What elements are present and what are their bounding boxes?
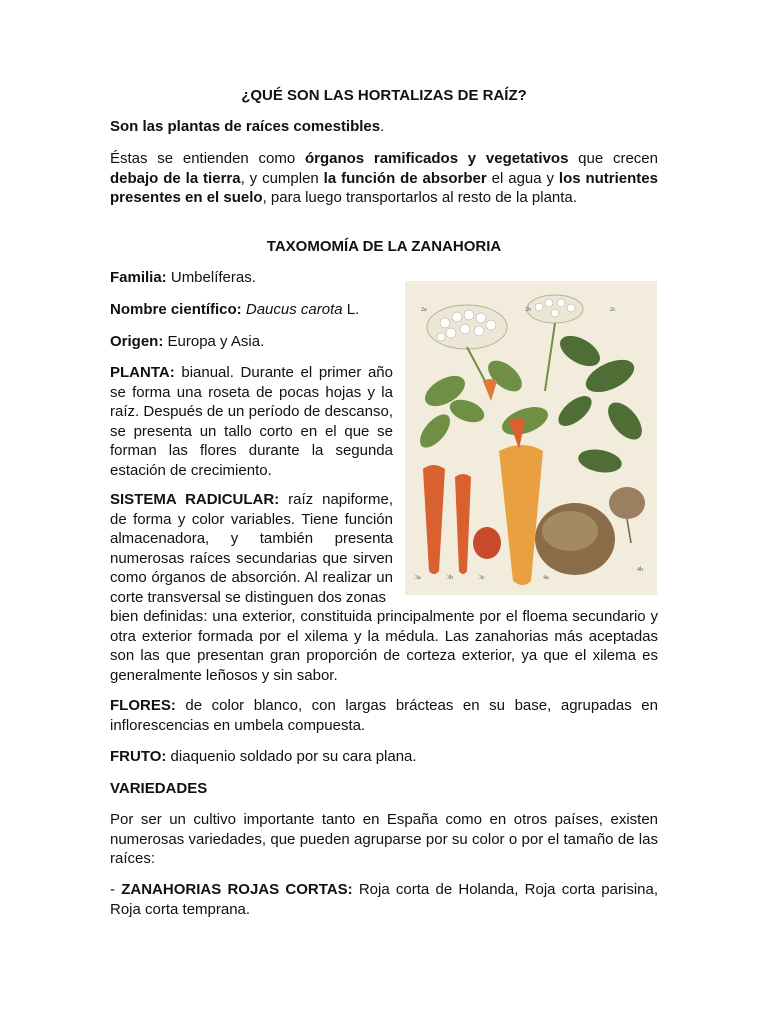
figure-label: 4b xyxy=(637,567,643,573)
intro-paragraph: Son las plantas de raíces comestibles. xyxy=(110,118,385,135)
variedades-paragraph: Por ser un cultivo importante tanto en España como en otros países, existen numerosas variedades, que pueden agruparse por su color o por el tamaño de las raíces: xyxy=(110,811,658,867)
leaf-icon xyxy=(553,330,648,476)
carrot-illustration xyxy=(405,281,657,595)
section-title: TAXOMOMÍA DE LA ZANAHORIA xyxy=(266,238,502,255)
page-title: ¿QUÉ SON LAS HORTALIZAS DE RAÍZ? xyxy=(241,87,527,104)
carrot-illustration-svg xyxy=(405,281,657,595)
flores-paragraph: FLORES: de color blanco, con largas brácteas en su base, agrupadas en inflorescencias en umbela compuesta. xyxy=(110,697,658,734)
leaf-icon xyxy=(414,355,551,453)
familia-line: Familia: Umbelíferas. xyxy=(110,269,256,286)
figure-label: 2a xyxy=(421,307,427,313)
figure-label: 2b xyxy=(525,307,531,313)
figure-label: 3b xyxy=(447,575,453,581)
figure-label: 3c xyxy=(479,575,485,581)
scientific-name-line: Nombre científico: Daucus carota L. xyxy=(110,301,360,318)
celeriac-root-icon xyxy=(535,487,645,575)
sistema-paragraph-part2: bien definidas: una exterior, constituida principalmente por el floema secundario y otra exterior formada por el xilema y la médula. Las zanahorias más aceptadas son las que presentan gran proporción de corteza exterior, ya que el xilema es generalmente leñosos y sin sabor. xyxy=(110,608,658,684)
planta-paragraph: PLANTA: bianual. Durante el primer año se forma una roseta de pocas hojas y la raíz. Después de un período de descanso, se presenta un tallo corto en el que se forman las flores durante la segunda estación de crecimiento. xyxy=(110,364,393,479)
figure-label: 4a xyxy=(543,575,549,581)
fruto-paragraph: FRUTO: diaquenio soldado por su cara plana. xyxy=(110,748,417,765)
sistema-paragraph-part1: SISTEMA RADICULAR: raíz napiforme, de forma y color variables. Tiene función almacenadora, y también presenta numerosas raíces secundarias que sirven como órganos de absorción. Al realizar un corte transversal se distinguen dos zonas xyxy=(110,491,393,606)
figure-label: 3a xyxy=(415,575,421,581)
figure-label: 2c xyxy=(610,307,616,313)
rojas-cortas-item: - ZANAHORIAS ROJAS CORTAS: Roja corta de Holanda, Roja corta parisina, Roja corta temprana. xyxy=(110,881,659,918)
origin-line: Origen: Europa y Asia. xyxy=(110,333,265,350)
variedades-title: VARIEDADES xyxy=(110,780,208,797)
definition-paragraph: Éstas se entienden como órganos ramificados y vegetativos que crecen debajo de la tierra, y cumplen la función de absorber el agua y los nutrientes presentes en el suelo, para luego transportarlos al resto de la planta. xyxy=(110,150,658,206)
